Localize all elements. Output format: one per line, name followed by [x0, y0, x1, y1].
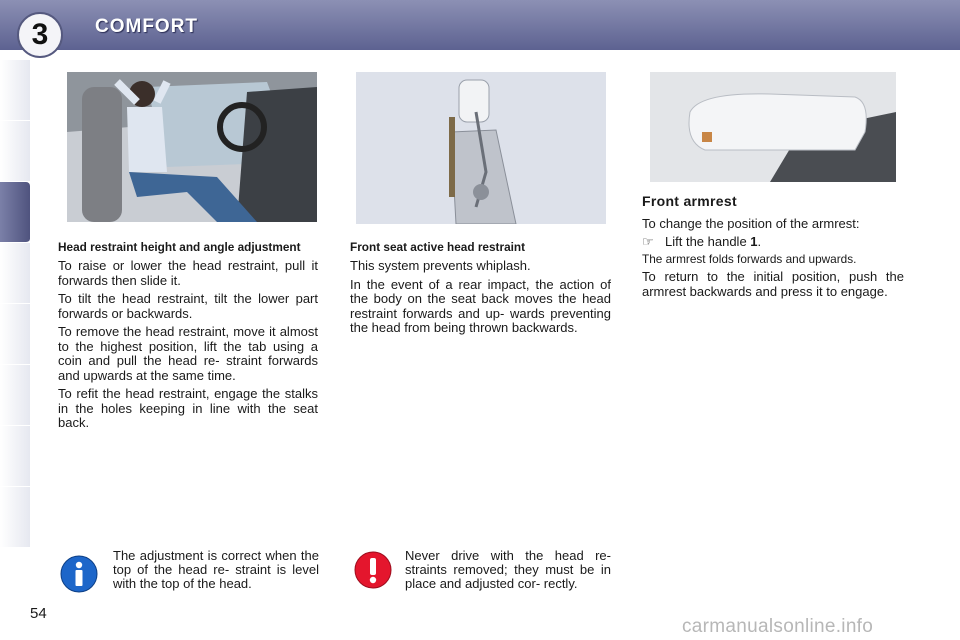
- left-paragraph: To tilt the head restraint, tilt the lower part forwards or backwards.: [58, 291, 318, 321]
- right-note: The armrest folds forwards and upwards.: [642, 251, 857, 266]
- bullet-label: Lift the handle: [665, 234, 751, 249]
- chapter-tab-3-active[interactable]: [0, 182, 30, 243]
- middle-paragraph: This system prevents whiplash.: [350, 258, 531, 273]
- left-paragraph: To refit the head restraint, engage the stalks in the holes keeping in line with the seat back.: [58, 386, 318, 430]
- left-column: [58, 241, 318, 435]
- left-paragraph: To remove the head restraint, move it almost to the highest position, lift the tab using a coin and pull the head re- straint forwards and upwards at the same time.: [58, 324, 318, 383]
- active-headrest-photo: [356, 72, 606, 224]
- left-heading: Head restraint height and angle adjustment: [58, 240, 301, 254]
- middle-paragraph: In the event of a rear impact, the action of the body on the seat back moves the head restraint forwards and up- wards preventing the head from being thrown backwards.: [350, 276, 611, 335]
- middle-heading: Front seat active head restraint: [350, 240, 526, 254]
- chapter-tab-6[interactable]: [0, 365, 30, 426]
- watermark: carmanualsonline.info: [682, 616, 874, 637]
- info-note-text: The adjustment is correct when the top of the head re- straint is level with the top of the head.: [113, 548, 319, 591]
- chapter-title: COMFORT: [95, 16, 199, 37]
- driver-headrest-photo: [67, 72, 317, 222]
- exclamation-icon: [354, 551, 392, 589]
- right-paragraph: To return to the initial position, push the armrest backwards and press it to engage.: [642, 269, 904, 299]
- bullet-step: [642, 235, 904, 250]
- chapter-tab-2[interactable]: [0, 121, 30, 182]
- info-icon: [60, 555, 98, 593]
- bullet-bold: 1: [750, 234, 758, 249]
- page-number: 54: [30, 605, 47, 622]
- chapter-tab-7[interactable]: [0, 426, 30, 487]
- pointing-hand-icon: ☞: [642, 234, 654, 249]
- bullet-end: .: [757, 234, 762, 249]
- chapter-tab-5[interactable]: [0, 304, 30, 365]
- chapter-tab-8[interactable]: [0, 487, 30, 548]
- chapter-tabs: [0, 60, 30, 548]
- chapter-tab-1[interactable]: [0, 60, 30, 121]
- right-column: [642, 194, 904, 303]
- bullet-text: [665, 235, 761, 250]
- armrest-photo: [650, 72, 896, 182]
- warning-note-text: Never drive with the head re- straints removed; they must be in place and adjusted cor- rectly.: [405, 548, 611, 591]
- middle-column: [350, 241, 611, 340]
- chapter-header: [0, 0, 960, 50]
- chapter-tab-4[interactable]: [0, 243, 30, 304]
- right-intro: To change the position of the armrest:: [642, 215, 860, 231]
- chapter-number: 3: [17, 12, 63, 58]
- right-heading: Front armrest: [642, 193, 737, 209]
- left-paragraph: To raise or lower the head restraint, pull it forwards then slide it.: [58, 258, 318, 288]
